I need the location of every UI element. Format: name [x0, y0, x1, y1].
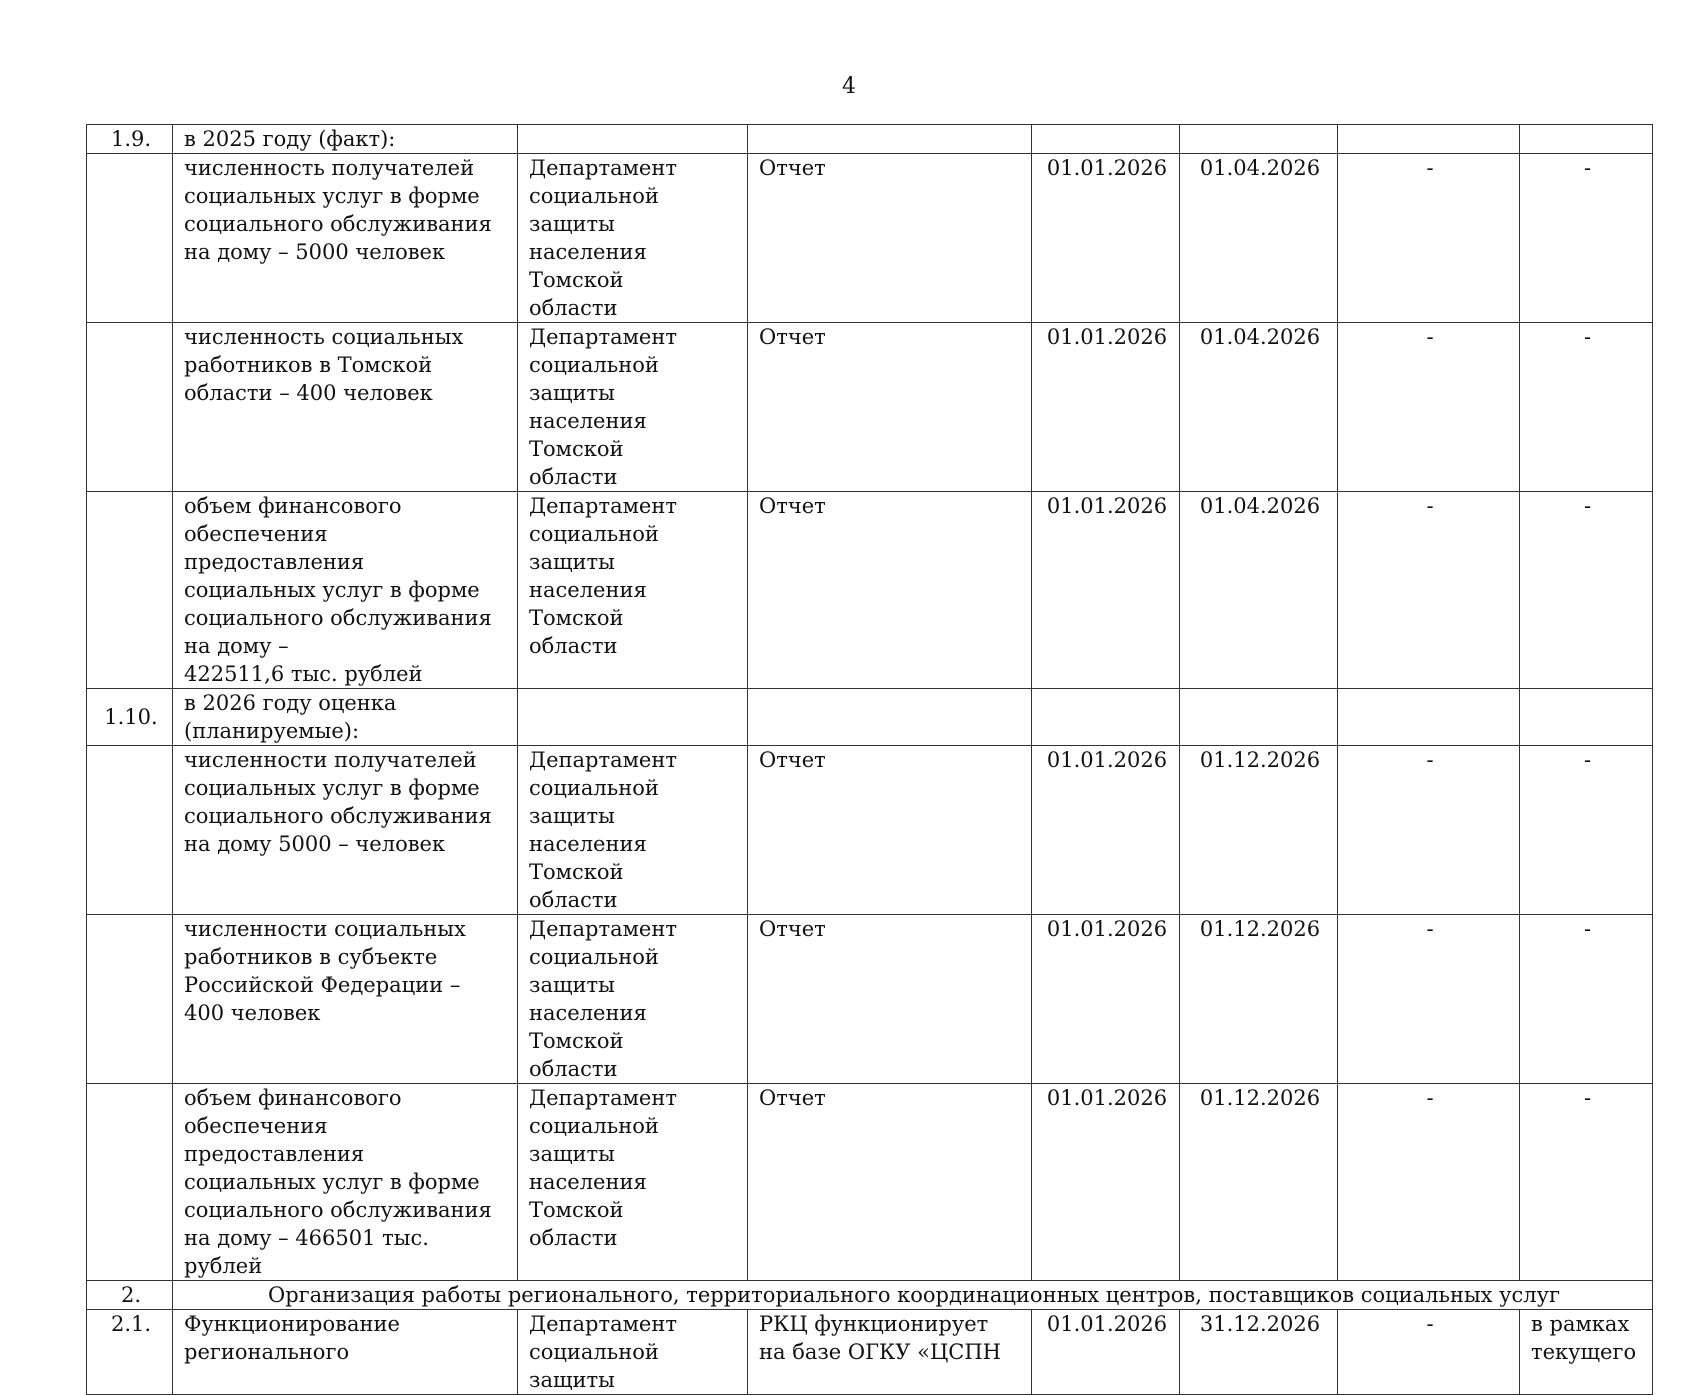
cell-responsible: Департамент социальной защиты населения Томской области: [518, 492, 748, 689]
table-row: [87, 1084, 1653, 1281]
row-number: [87, 746, 173, 915]
cell-start-date: 01.01.2026: [1032, 323, 1180, 492]
cell-col8: -: [1520, 915, 1653, 1084]
cell-result: [748, 125, 1032, 154]
table-row: [87, 689, 1653, 746]
cell-col8: -: [1520, 1084, 1653, 1281]
cell-responsible: Департамент социальной защиты населения Томской области: [518, 154, 748, 323]
table-row: [87, 915, 1653, 1084]
section-title: Организация работы регионального, территориального координационных центров, поставщиков социальных услуг: [173, 1281, 1653, 1310]
cell-end-date: 01.04.2026: [1180, 154, 1338, 323]
row-number: [87, 1084, 173, 1281]
cell-indicator: численность получателей социальных услуг в форме социального обслуживания на дому – 5000 человек: [173, 154, 518, 323]
cell-start-date: 01.01.2026: [1032, 746, 1180, 915]
cell-end-date: [1180, 689, 1338, 746]
table-row: [87, 492, 1653, 689]
cell-start-date: [1032, 689, 1180, 746]
cell-indicator: численности социальных работников в субъекте Российской Федерации – 400 человек: [173, 915, 518, 1084]
cell-result: Отчет: [748, 1084, 1032, 1281]
section-number: 2.: [87, 1281, 173, 1310]
cell-indicator: объем финансового обеспечения предоставления социальных услуг в форме социального обслуживания на дому – 422511,6 тыс. рублей: [173, 492, 518, 689]
cell-start-date: 01.01.2026: [1032, 492, 1180, 689]
cell-col8: -: [1520, 323, 1653, 492]
cell-col7: -: [1338, 492, 1520, 689]
cell-end-date: 01.12.2026: [1180, 915, 1338, 1084]
cell-col8: в рамках текущего: [1520, 1310, 1653, 1395]
cell-result: Отчет: [748, 746, 1032, 915]
cell-col8: [1520, 689, 1653, 746]
cell-col8: -: [1520, 154, 1653, 323]
cell-col7: [1338, 689, 1520, 746]
row-number: [87, 915, 173, 1084]
cell-end-date: [1180, 125, 1338, 154]
cell-col7: -: [1338, 746, 1520, 915]
cell-col7: -: [1338, 915, 1520, 1084]
cell-col7: -: [1338, 154, 1520, 323]
cell-col8: [1520, 125, 1653, 154]
cell-indicator: численность социальных работников в Томской области – 400 человек: [173, 323, 518, 492]
cell-indicator: объем финансового обеспечения предоставления социальных услуг в форме социального обслуживания на дому – 466501 тыс. рублей: [173, 1084, 518, 1281]
cell-col7: -: [1338, 1084, 1520, 1281]
cell-responsible: Департамент социальной защиты: [518, 1310, 748, 1395]
cell-col8: -: [1520, 492, 1653, 689]
cell-col7: [1338, 125, 1520, 154]
row-number: 1.9.: [87, 125, 173, 154]
cell-indicator: численности получателей социальных услуг в форме социального обслуживания на дому 5000 – человек: [173, 746, 518, 915]
cell-start-date: 01.01.2026: [1032, 915, 1180, 1084]
cell-end-date: 01.04.2026: [1180, 492, 1338, 689]
section-row: [87, 1281, 1653, 1310]
cell-start-date: [1032, 125, 1180, 154]
page-number: 4: [842, 74, 856, 99]
table-row: [87, 154, 1653, 323]
cell-responsible: Департамент социальной защиты населения Томской области: [518, 323, 748, 492]
cell-start-date: 01.01.2026: [1032, 1084, 1180, 1281]
cell-responsible: Департамент социальной защиты населения Томской области: [518, 915, 748, 1084]
cell-result: Отчет: [748, 915, 1032, 1084]
cell-start-date: 01.01.2026: [1032, 1310, 1180, 1395]
table-row: [87, 323, 1653, 492]
plan-table: [86, 124, 1653, 1395]
cell-responsible: Департамент социальной защиты населения Томской области: [518, 746, 748, 915]
cell-end-date: 01.12.2026: [1180, 1084, 1338, 1281]
cell-result: РКЦ функционирует на базе ОГКУ «ЦСПН: [748, 1310, 1032, 1395]
row-number: [87, 154, 173, 323]
cell-responsible: [518, 125, 748, 154]
cell-start-date: 01.01.2026: [1032, 154, 1180, 323]
cell-result: Отчет: [748, 154, 1032, 323]
table-row: [87, 1310, 1653, 1395]
row-number: 1.10.: [87, 689, 173, 746]
row-number: [87, 323, 173, 492]
table-row: [87, 125, 1653, 154]
row-number: [87, 492, 173, 689]
cell-indicator: в 2026 году оценка (планируемые):: [173, 689, 518, 746]
cell-end-date: 01.04.2026: [1180, 323, 1338, 492]
cell-result: Отчет: [748, 323, 1032, 492]
cell-end-date: 31.12.2026: [1180, 1310, 1338, 1395]
cell-result: Отчет: [748, 492, 1032, 689]
cell-col8: -: [1520, 746, 1653, 915]
cell-col7: -: [1338, 323, 1520, 492]
table-row: [87, 746, 1653, 915]
cell-responsible: [518, 689, 748, 746]
cell-result: [748, 689, 1032, 746]
row-number: 2.1.: [87, 1310, 173, 1395]
cell-indicator: в 2025 году (факт):: [173, 125, 518, 154]
cell-end-date: 01.12.2026: [1180, 746, 1338, 915]
cell-col7: -: [1338, 1310, 1520, 1395]
cell-indicator: Функционирование регионального: [173, 1310, 518, 1395]
cell-responsible: Департамент социальной защиты населения Томской области: [518, 1084, 748, 1281]
